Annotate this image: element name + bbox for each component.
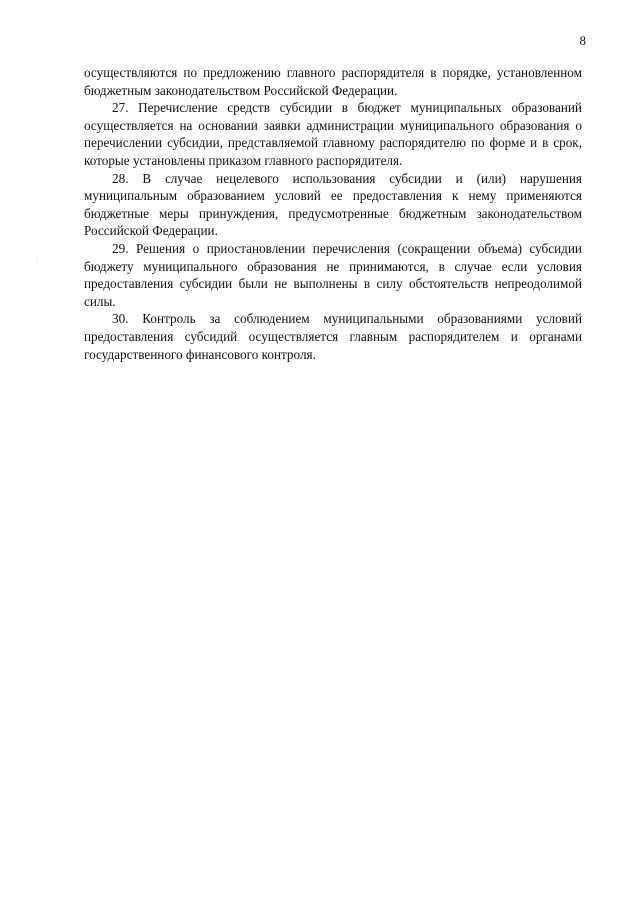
paragraph-27: 27. Перечисление средств субсидии в бюджет муниципальных образований осуществляется на основании заявки администрации муниципального образования о перечислении субсидии, представляемой главному распорядителю по форме и в срок, которые установлены приказом главного распорядителя. (84, 100, 582, 168)
paragraph-30: 30. Контроль за соблюдением муниципальными образованиями условий предоставления субсидий осуществляется главным распорядителем и органами государственного финансового контроля. (84, 311, 582, 362)
paragraph-29: 29. Решения о приостановлении перечисления (сокращении объема) субсидии бюджету муниципального образования не принимаются, в случае если условия предоставления субсидии были не выполнены в силу обстоятельств непреодолимой силы. (84, 240, 582, 309)
paragraph-28: 28. В случае нецелевого использования субсидии и (или) нарушения муниципальным образованием условий ее предоставления к нему применяются бюджетные меры принуждения, предусмотренные бюджетным законодательством Российской Федерации. (84, 170, 582, 239)
page-number: 8 (579, 33, 586, 48)
paragraph-continuation: осуществляются по предложению главного распорядителя в порядке, установленном бюджетным законодательством Российской Федерации. (84, 65, 582, 98)
margin-mark: · (36, 257, 39, 266)
document-body (84, 64, 582, 363)
